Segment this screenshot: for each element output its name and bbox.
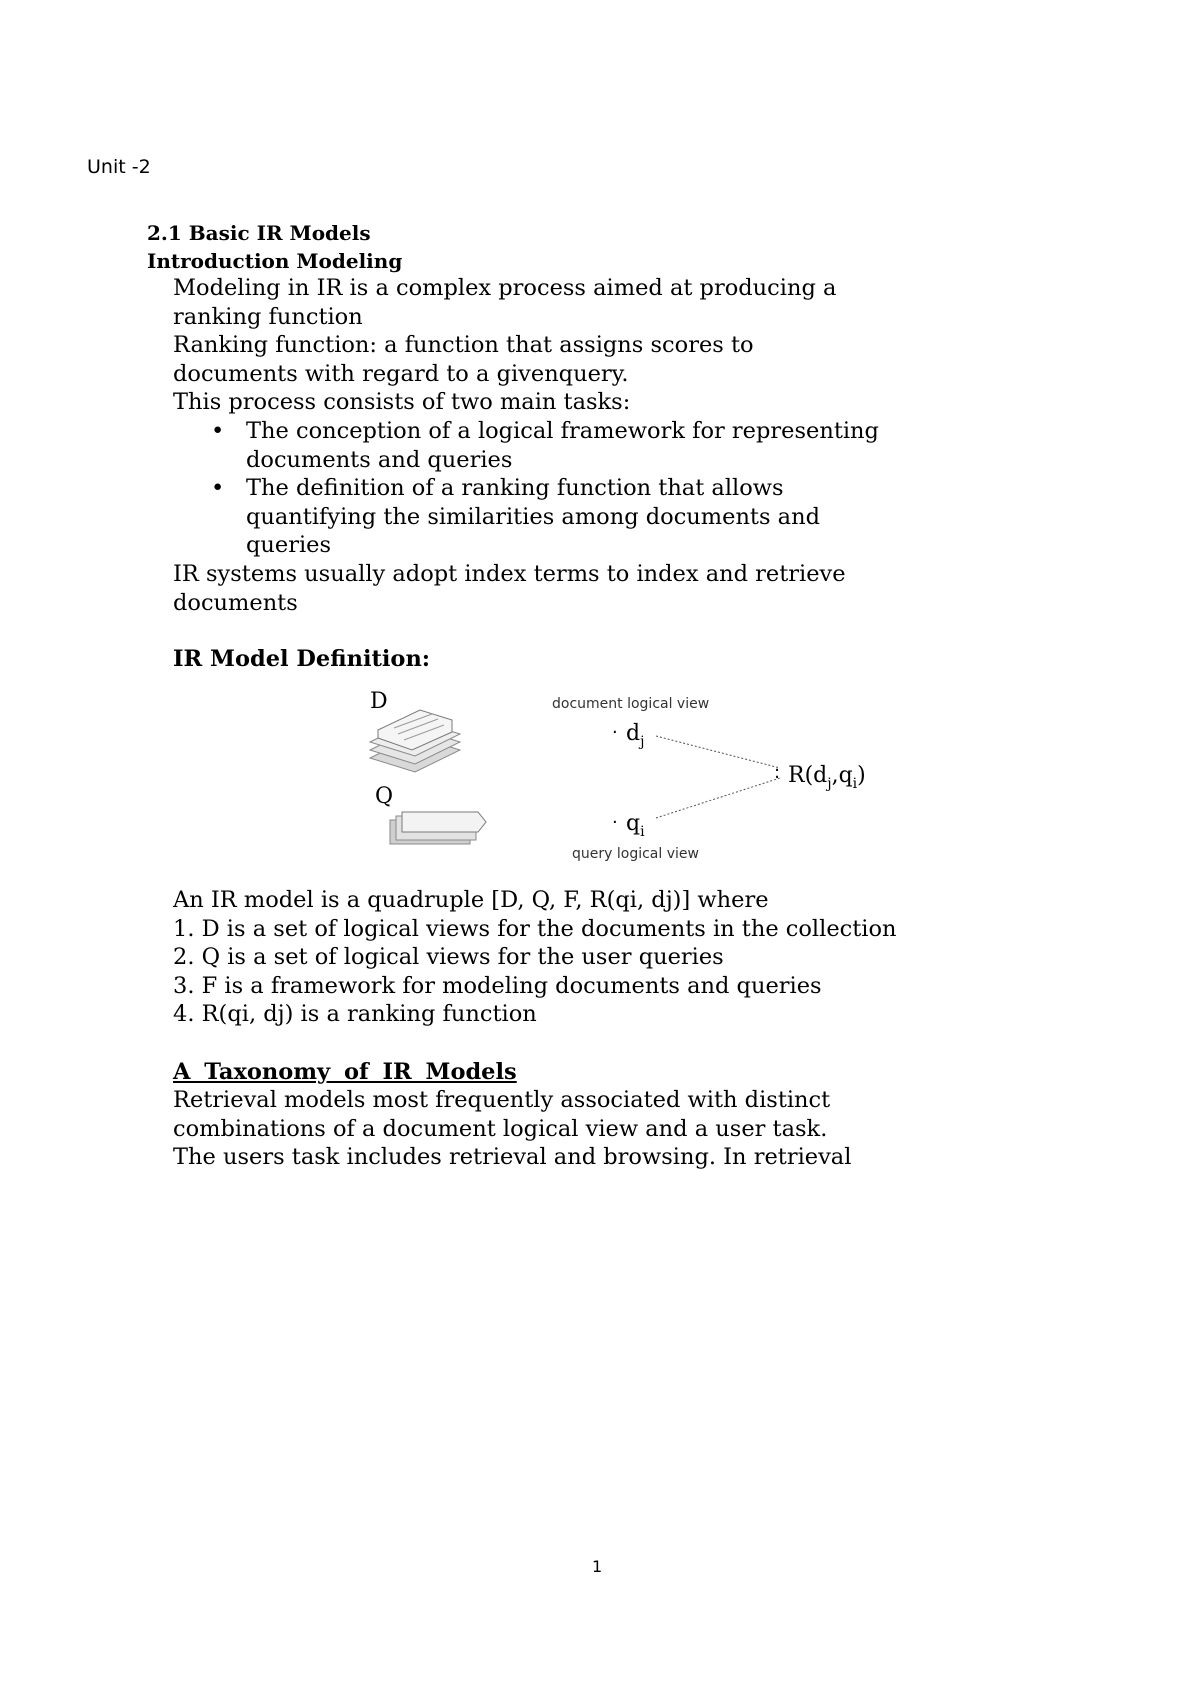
bullet-icon: • [211,475,225,502]
intro-block [173,274,1053,617]
taxonomy-line: Retrieval models most frequently associated with distinct [173,1087,831,1114]
task-item [173,417,1053,474]
spacer [173,1029,1073,1058]
dj-label: $d_j$ [626,721,645,750]
query-stack-icon [390,812,486,844]
intro-line: Modeling in IR is a complex process aimed at producing a [173,275,837,301]
intro-heading: Introduction Modeling [147,249,403,273]
definition-item: 3. F is a framework for modeling documents and queries [173,972,822,999]
task-line: quantifying the similarities among documents and [246,503,820,530]
model-definition-block [173,886,1073,1172]
quadruple-intro: An IR model is a quadruple [D, Q, F, R(qi, dj)] where [173,887,769,913]
task-line: queries [246,532,332,559]
bullet-icon: • [211,417,225,444]
taxonomy-line: The users task includes retrieval and browsing. In retrieval [173,1144,852,1171]
unit-label: Unit -2 [87,156,151,178]
qi-marker: · [612,812,618,833]
ir-model-diagram [360,688,920,868]
page-number: 1 [592,1557,603,1576]
definition-item: 1. D is a set of logical views for the documents in the collection [173,915,897,942]
section-title: 2.1 Basic IR Models [147,221,371,245]
document-stack-icon [370,710,460,772]
definition-item: 2. Q is a set of logical views for the user queries [173,944,724,971]
task-line: The conception of a logical framework for representing [246,417,879,444]
intro-line: documents with regard to a givenquery. [173,360,629,387]
label-q: Q [375,784,394,809]
ranking-function-label: $R(d_j,q_i)$ [788,763,866,792]
closing-line: IR systems usually adopt index terms to index and retrieve [173,560,846,587]
task-line: The definition of a ranking function that allows [246,475,784,502]
r-marker: : [774,762,781,783]
query-view-label: query logical view [572,846,699,862]
qi-connector [656,778,780,818]
intro-line: This process consists of two main tasks: [173,389,631,416]
document-view-label: document logical view [552,696,710,712]
intro-line: Ranking function: a function that assigns scores to [173,332,754,359]
closing-line: documents [173,589,298,616]
definition-item: 4. R(qi, dj) is a ranking function [173,1001,537,1028]
qi-label: $q_i$ [626,811,645,840]
dj-marker: · [612,722,618,743]
model-definition-heading: IR Model Definition: [173,646,431,672]
taxonomy-line: combinations of a document logical view and a user task. [173,1115,828,1142]
label-d: D [370,689,388,714]
taxonomy-heading: A Taxonomy of IR Models [173,1058,517,1085]
dj-connector [656,736,780,768]
intro-line: ranking function [173,303,363,330]
task-line: documents and queries [246,446,513,473]
task-list [173,417,1053,560]
task-item [173,474,1053,560]
